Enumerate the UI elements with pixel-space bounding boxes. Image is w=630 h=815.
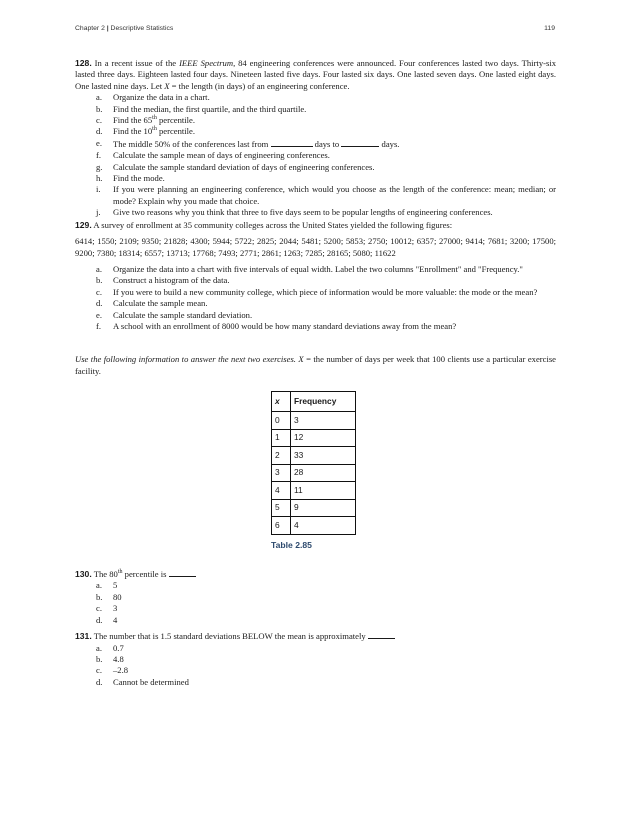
exercise-130-options (75, 580, 556, 626)
answer-blank (368, 630, 395, 639)
table-row: 5 9 (272, 499, 356, 517)
table-row: 6 4 (272, 517, 356, 535)
exercise-129-parts (75, 264, 556, 332)
list-item: e. Calculate the sample standard deviation. (96, 309, 253, 320)
list-item: a. Organize the data into a chart with five intervals of equal width. Label the two columns "Enrollment" and "Frequency." (96, 263, 523, 274)
list-item: b. Construct a histogram of the data. (96, 275, 230, 286)
table-row: 3 28 (272, 464, 356, 482)
exercise-intro: Use the following information to answer the next two exercises. X = the number of days per week that 100 clients use a particular exercise facility. (75, 354, 556, 376)
list-item: h. Find the mode. (96, 173, 165, 184)
list-item: d. 4 (96, 614, 118, 625)
section-label: Descriptive Statistics (110, 25, 174, 32)
list-item: a. 5 (96, 580, 118, 591)
answer-blank (271, 138, 313, 147)
exercise-128-stem: 128. In a recent issue of the IEEE Spectrum, 84 engineering conferences were announced. Four conferences lasted two days. Thirty-six lasted three days. Eighteen lasted four days. Nineteen lasted five days. Four lasted six days. One lasted seven days. One lasted eight days. One lasted nine days. Let X = the length (in days) of an engineering conference. (75, 58, 557, 91)
list-item: d. Find the 10th percentile. (96, 126, 196, 137)
exercise-129-stem: 129. A survey of enrollment at 35 community colleges across the United States yielded the following figures: (75, 219, 453, 230)
table-row: 4 11 (272, 482, 356, 500)
exercise-130 (75, 568, 556, 626)
exercise-number: 131. (75, 631, 92, 642)
exercise-number: 128. (75, 58, 92, 68)
list-item: c. If you were to build a new community college, which piece of information would be more valuable: the mode or the mean? (96, 286, 538, 297)
frequency-table (271, 391, 356, 535)
enrollment-data: 6414; 1550; 2109; 9350; 21828; 4300; 5944; 5722; 2825; 2044; 5481; 5200; 5853; 2750; 10012; 6357; 27000; 9414; 7681; 3200; 17500; 9200; 7380; 18314; 6557; 13713; 17768; 7493; 2771; 2861; 1263; 7285; 28165; 5080; 11622 (75, 236, 556, 258)
column-header: Frequency (291, 392, 356, 412)
list-item: a. Organize the data in a chart. (96, 92, 210, 103)
exercise-number: 130. (75, 569, 92, 580)
list-item: e. The middle 50% of the conferences last from days to days. (96, 137, 400, 149)
list-item: c. –2.8 (96, 665, 129, 676)
table-row: 0 3 (272, 412, 356, 430)
list-item: c. 3 (96, 603, 118, 614)
answer-blank (341, 138, 379, 147)
list-item: b. 80 (96, 591, 122, 602)
answer-blank (169, 568, 196, 577)
table-row: 1 12 (272, 429, 356, 447)
table-row: 2 33 (272, 447, 356, 465)
list-item: b. 4.8 (96, 653, 124, 664)
list-item: f. A school with an enrollment of 8000 would be how many standard deviations away from the mean? (96, 320, 457, 331)
exercise-128 (75, 58, 556, 219)
page-content (75, 58, 556, 688)
list-item: d. Cannot be determined (96, 676, 189, 687)
list-item: j. Give two reasons why you think that three to five days seem to be popular lengths of engineering conferences. (96, 207, 493, 218)
exercise-131-options (75, 643, 556, 689)
exercise-129 (75, 220, 556, 333)
exercise-131 (75, 630, 556, 688)
list-item: a. 0.7 (96, 642, 124, 653)
table-header-row (272, 392, 356, 412)
list-item: g. Calculate the sample standard deviation of days of engineering conferences. (96, 161, 375, 172)
page-header (75, 25, 555, 32)
list-item: b. Find the median, the first quartile, and the third quartile. (96, 103, 307, 114)
list-item: c. Find the 65th percentile. (96, 115, 196, 126)
exercise-128-parts (75, 92, 556, 218)
exercise-number: 129. (75, 219, 92, 230)
chapter-label: Chapter 2 (75, 25, 105, 32)
table-caption: Table 2.85 (271, 539, 312, 550)
exercise-130-stem: 130. The 80th percentile is (75, 568, 556, 580)
page-number: 119 (544, 25, 555, 32)
exercise-131-stem: 131. The number that is 1.5 standard deviations BELOW the mean is approximately (75, 630, 556, 642)
list-item: f. Calculate the sample mean of days of engineering conferences. (96, 150, 330, 161)
header-separator: | (106, 25, 109, 32)
list-item: d. Calculate the sample mean. (96, 298, 208, 309)
list-item: i. If you were planning an engineering conference, which would you choose as the length of the conference: mean; median; or mode? Explain why you made that choice. (96, 184, 556, 206)
column-header: x (272, 392, 291, 412)
